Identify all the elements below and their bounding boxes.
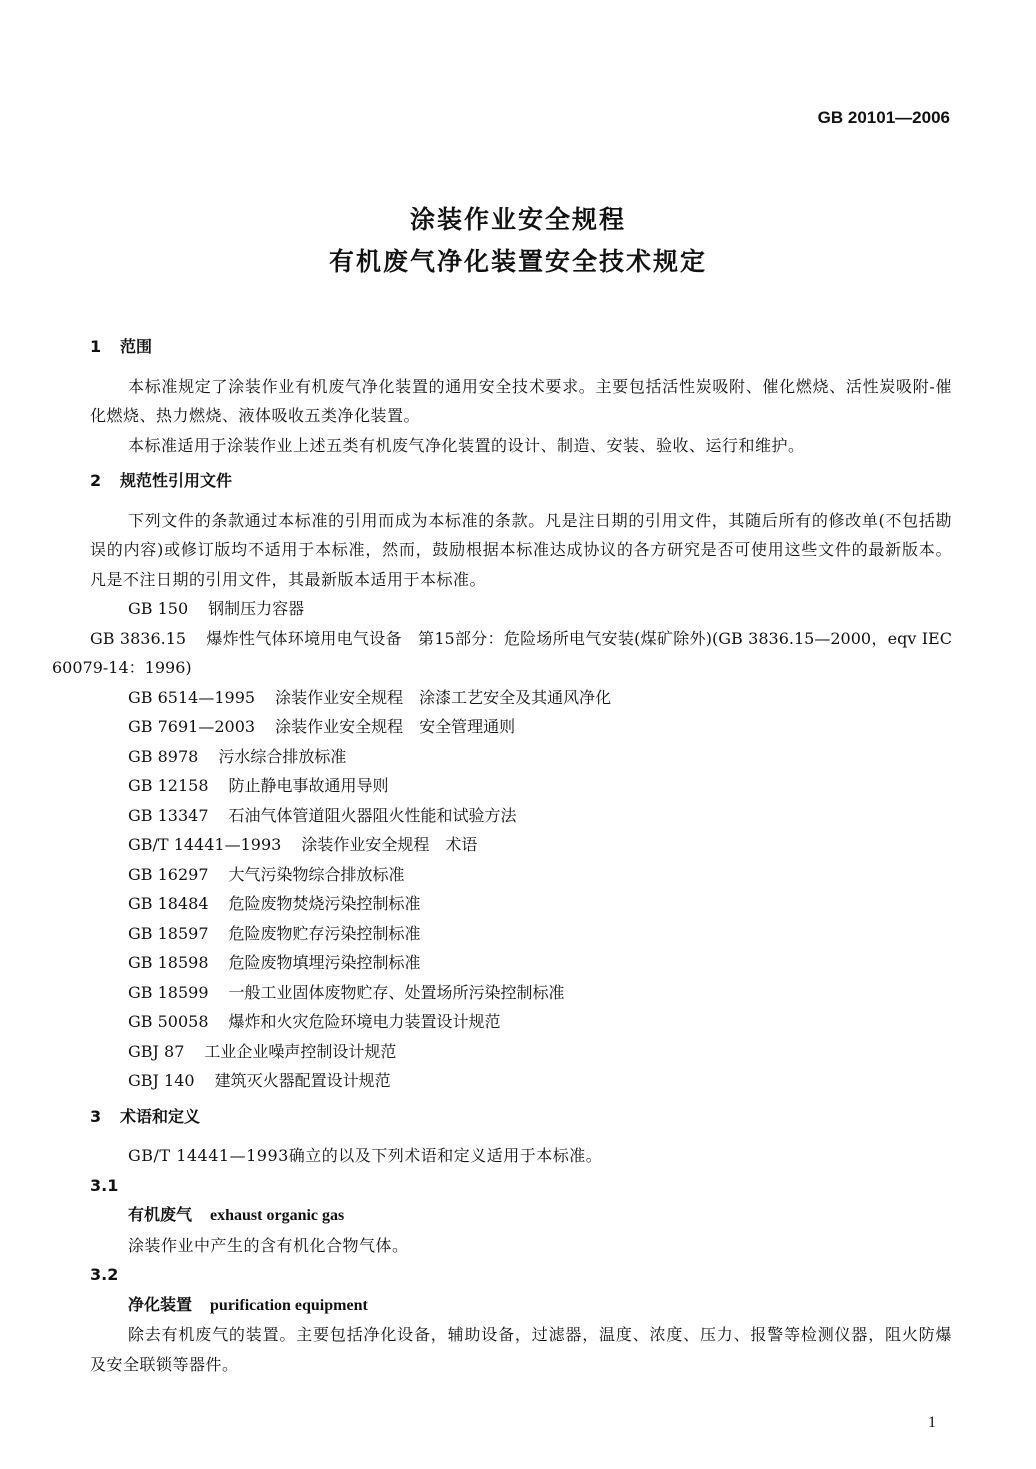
reference-item (90, 978, 952, 1008)
section-title: 规范性引用文件 (120, 471, 233, 490)
reference-title: 爆炸和火灾危险环境电力装置设计规范 (228, 1012, 501, 1031)
standard-number: GB 20101—2006 (817, 108, 950, 127)
reference-title: 大气污染物综合排放标准 (228, 864, 405, 884)
scope-paragraph-2: 本标准适用于涂装作业上述五类有机废气净化装置的设计、制造、安装、验收、运行和维护。 (128, 435, 805, 455)
reference-item (90, 830, 952, 860)
term-definition: 除去有机废气的装置。主要包括净化设备，辅助设备，过滤器，温度、浓度、压力、报警等检测仪器，阻火防爆及安全联锁等器件。 (90, 1325, 952, 1374)
reference-title: 涂装作业安全规程 安全管理通则 (275, 717, 516, 736)
page-number: 1 (928, 1414, 936, 1431)
reference-code: GB 16297 (128, 864, 209, 884)
reference-code: GB 12158 (128, 776, 209, 795)
reference-title: 爆炸性气体环境用电气设备 第15部分：危险场所电气安装(煤矿除外)(GB 3836.15—2000，eqv IEC 60079-14：1996) (52, 628, 952, 677)
reference-item (90, 742, 952, 772)
scope-paragraph-1: 本标准规定了涂装作业有机废气净化装置的通用安全技术要求。主要包括活性炭吸附、催化燃烧、活性炭吸附-催化燃烧、热力燃烧、液体吸收五类净化装置。 (90, 376, 952, 425)
reference-item (90, 948, 952, 978)
reference-item (90, 771, 952, 801)
document-body (52, 332, 952, 1379)
section-1-heading (90, 332, 952, 362)
section-title: 范围 (120, 337, 153, 356)
reference-item (90, 712, 952, 742)
reference-title: 危险废物焚烧污染控制标准 (228, 894, 421, 913)
section-3-heading (90, 1102, 952, 1132)
reference-code: GB 18484 (128, 894, 209, 913)
title-line-1: 涂装作业安全规程 (409, 205, 626, 234)
reference-title: 防止静电事故通用导则 (228, 776, 389, 795)
reference-item (52, 624, 952, 683)
reference-code: GB/T 14441—1993 (128, 835, 282, 854)
section-title: 术语和定义 (120, 1106, 201, 1126)
reference-code: GBJ 87 (128, 1041, 185, 1061)
reference-title: 石油气体管道阻火器阻火性能和试验方法 (228, 805, 517, 825)
reference-code: GBJ 140 (128, 1071, 195, 1090)
term-zh: 净化装置 (128, 1294, 193, 1314)
reference-item (90, 683, 952, 713)
reference-title: 涂装作业安全规程 涂漆工艺安全及其通风净化 (275, 687, 612, 707)
reference-title: 工业企业噪声控制设计规范 (204, 1041, 397, 1061)
reference-title: 钢制压力容器 (208, 599, 305, 618)
reference-code: GB 18598 (128, 953, 209, 972)
reference-code: GB 18599 (128, 982, 209, 1002)
reference-item (90, 889, 952, 919)
reference-item (90, 860, 952, 890)
term-en: purification equipment (210, 1296, 368, 1314)
term-en: exhaust organic gas (210, 1207, 345, 1224)
term-zh: 有机废气 (128, 1205, 193, 1224)
title-line-2: 有机废气净化装置安全技术规定 (328, 247, 707, 276)
reference-title: 危险废物填埋污染控制标准 (228, 953, 421, 972)
term-entry (90, 1200, 952, 1231)
term-definition: 涂装作业中产生的含有机化合物气体。 (128, 1235, 409, 1255)
reference-code: GB 50058 (128, 1012, 209, 1031)
reference-item (90, 594, 952, 624)
reference-item (90, 1037, 952, 1067)
reference-code: GB 8978 (128, 746, 199, 766)
section-number: 3 (90, 1106, 102, 1126)
section-number: 2 (90, 471, 102, 490)
reference-title: 污水综合排放标准 (218, 746, 347, 766)
clause-number: 3.2 (90, 1265, 119, 1284)
term-entry (90, 1290, 952, 1321)
reference-code: GB 6514—1995 (128, 687, 256, 707)
reference-item (90, 919, 952, 949)
reference-code: GB 13347 (128, 805, 209, 825)
reference-item (90, 1066, 952, 1096)
reference-code: GB 7691—2003 (128, 717, 256, 736)
reference-code: GB 150 (128, 599, 189, 618)
reference-title: 一般工业固体废物贮存、处置场所污染控制标准 (228, 982, 565, 1002)
definitions-intro: GB/T 14441—1993确立的以及下列术语和定义适用于本标准。 (128, 1146, 603, 1165)
reference-title: 危险废物贮存污染控制标准 (228, 923, 421, 943)
reference-title: 建筑灭火器配置设计规范 (214, 1071, 391, 1090)
section-number: 1 (90, 337, 102, 356)
clause-number: 3.1 (90, 1175, 119, 1195)
reference-item (90, 801, 952, 831)
reference-code: GB 3836.15 (90, 628, 187, 648)
reference-code: GB 18597 (128, 923, 209, 943)
reference-title: 涂装作业安全规程 术语 (301, 835, 478, 854)
section-2-heading (90, 466, 952, 496)
reference-item (90, 1007, 952, 1037)
references-intro: 下列文件的条款通过本标准的引用而成为本标准的条款。凡是注日期的引用文件，其随后所有的修改单(不包括勘误的内容)或修订版均不适用于本标准，然而，鼓励根据本标准达成协议的各方研究是否可使用这些文件的最新版本。凡是不注日期的引用文件，其最新版本适用于本标准。 (90, 510, 952, 589)
